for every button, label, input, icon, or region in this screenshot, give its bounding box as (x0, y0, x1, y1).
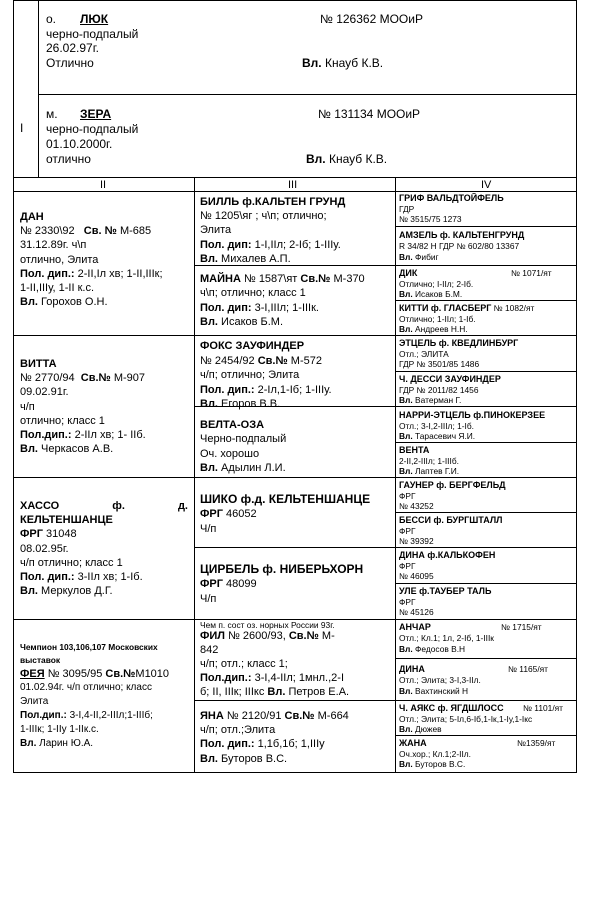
owner-label: Вл. (306, 152, 326, 166)
owner-label: Вл. (399, 644, 413, 654)
col4-zhana (399, 738, 575, 770)
owner-label: Вл. (200, 252, 218, 265)
grade: Отл.; Элита; 3-I,3-IIл. (399, 675, 481, 685)
diplomas-cont: 1-II,IIIу, 1-II к.с. (20, 282, 95, 295)
col2-feya (20, 641, 192, 751)
sv-label: Св.№ (257, 354, 288, 367)
dog-name: Ч. ДЕССИ ЗАУФИНДЕР (399, 374, 501, 384)
col4-kitti (399, 303, 575, 335)
color: Ч/п (200, 593, 217, 605)
diploma-label: Пол. дип: (200, 301, 252, 314)
col4-venta (399, 445, 575, 477)
reg-number: № 1587\ят (240, 273, 301, 285)
col4-divider-4 (395, 335, 577, 336)
dog-name: ЦИРБЕЛЬ ф. НИБЕРЬХОРН (200, 562, 364, 576)
col3-velta (200, 418, 394, 476)
dog-name: ШИКО ф.д. КЕЛЬТЕНШАНЦЕ (200, 492, 371, 506)
owner-name: Лаптев Г.И. (412, 466, 460, 477)
reg-number: № 1715/ят (501, 622, 542, 632)
owner-name: Кнауб К.В. (324, 56, 384, 70)
col2-divider-2 (13, 477, 195, 478)
col4-anchar (399, 622, 575, 655)
reg-number: №1359/ят (517, 738, 556, 748)
reg-number: № 2454/92 (200, 354, 258, 367)
reg-number: № 2120/91 (223, 710, 285, 722)
reg-number: ГДР № 2011/82 1456 (399, 384, 479, 395)
dog-name-part: ф. (112, 500, 125, 512)
owner-name: Черкасов А.В. (38, 443, 114, 456)
sv-number: М-370 (330, 273, 365, 285)
grade: Отл.; ЭЛИТА (399, 348, 449, 359)
col2-hasso (20, 499, 188, 598)
sv-label: Св. № (83, 225, 117, 238)
sv-label: Св.№ (80, 372, 111, 385)
dam-color: черно-подпалый (46, 122, 139, 136)
reg-number: 46052 (222, 508, 257, 520)
reg-number: 31048 (42, 528, 77, 541)
reg-details: № 1205\яг ; ч\п; отлично; (200, 210, 327, 223)
gen1-label-divider (38, 0, 39, 177)
reg-number: № 43252 (399, 501, 434, 512)
col3-maina (200, 272, 394, 330)
col2-vitta (20, 357, 192, 456)
col3-divider-7 (194, 700, 396, 701)
owner-label: Вл. (267, 685, 286, 698)
header-col2: II (100, 179, 107, 191)
owner-label: Вл. (200, 752, 218, 765)
sire-reg: № 126362 МООиР (320, 12, 423, 26)
dog-name: ЖАНА (399, 738, 427, 748)
col3-shiko (200, 492, 394, 537)
country: ФРГ (399, 596, 416, 607)
color: Ч/п (200, 523, 217, 535)
col4-divider-8 (395, 477, 577, 478)
owner-label: Вл. (399, 324, 413, 335)
col3-yana (200, 709, 394, 766)
grade: ч/п; отлично; Элита (200, 369, 300, 382)
diploma-label: Пол.дип.: (20, 429, 72, 442)
col4-divider-10 (395, 547, 577, 548)
birth-date: 08.02.95г. (20, 542, 69, 555)
dog-name: ЭТЦЕЛЬ ф. КВЕДЛИНБУРГ (399, 338, 519, 348)
reg-number: R 34/82 Н ГДР № 602/80 13367 (399, 241, 520, 251)
owner-label: Вл. (399, 724, 413, 735)
dog-name: БЕССИ ф. БУРГШТАЛЛ (399, 515, 503, 525)
dam-owner (306, 153, 387, 165)
col4-divider-5 (395, 371, 577, 372)
diplomas: 3-I,IIIл; 1-IIIк. (251, 301, 319, 314)
owner-name: Фибиг (412, 252, 439, 262)
dog-name: КИТТИ ф. ГЛАСБЕРГ (399, 303, 492, 313)
col4-dina-kalkofen (399, 550, 575, 582)
col3-divider-5 (194, 547, 396, 548)
sire-owner (302, 57, 383, 69)
diplomas-cont: 1-IIIк; 1-IIу 1-IIк.с. (20, 724, 99, 735)
col4-divider-3 (395, 300, 577, 301)
diploma-label: Пол. дип.: (200, 383, 255, 396)
dog-name: ДИК (399, 268, 418, 278)
reg-number: № 45126 (399, 607, 434, 618)
owner-name: Федосов В.Н (412, 644, 466, 654)
reg-number: № 1082/ят (491, 303, 535, 313)
dog-name: ВИТТА (20, 358, 57, 370)
diplomas: 3-I,4-IIл; 1мнл.,2-I (251, 671, 345, 684)
owner-name: Ларин Ю.А. (36, 738, 94, 749)
diploma-label: Пол.дип.: (20, 710, 67, 721)
sv-label: Св.№ (284, 710, 315, 722)
col2-divider-1 (13, 335, 195, 336)
gen1-label: I (20, 121, 24, 135)
grade: Отл.; Кл.1; 1л, 2-Iб, 1-IIIк (399, 633, 494, 643)
sv-number-cont: 842 (200, 643, 219, 656)
owner-name: Горохов О.Н. (38, 296, 108, 309)
owner-name: Тарасевич Я.И. (412, 431, 476, 442)
col3-fil (200, 620, 394, 700)
grade: ч\п; отлично; класс 1 (200, 287, 306, 300)
dog-name: ВЕНТА (399, 445, 430, 455)
country-label: ФРГ (200, 578, 223, 590)
owner-name: Меркулов Д.Г. (38, 585, 113, 598)
reg-number: № 1101/ят (523, 703, 564, 713)
col-divider-2-3 (194, 177, 195, 773)
dog-name-part: д. (177, 500, 188, 512)
table-border-top (13, 0, 577, 1)
owner-label: Вл. (20, 296, 38, 309)
reg-number: № 2600/93, (225, 630, 289, 642)
col-divider-3-4 (395, 177, 396, 773)
sire-grade: Отлично (46, 56, 94, 70)
dog-name: ГАУНЕР ф. БЕРГФЕЛЬД (399, 480, 506, 490)
owner-label: Вл. (302, 56, 322, 70)
grade: Элита (20, 696, 49, 707)
dog-name: ЯНА (200, 710, 224, 722)
col4-ule (399, 586, 575, 618)
diplomas: 2-Iл,1-Iб; 1-IIIу. (254, 383, 332, 396)
grade: ч/п; отл.;Элита (200, 724, 276, 737)
owner-label: Вл. (200, 462, 218, 475)
color: Черно-подпалый (200, 433, 287, 446)
owner-label: Вл. (399, 431, 413, 442)
sv-number: М- (318, 630, 335, 642)
reg-number: 48099 (222, 578, 257, 590)
sv-number: М-907 (110, 372, 146, 385)
col3-tsirbel (200, 562, 394, 607)
reg-number: № 39392 (399, 536, 434, 547)
col4-amzel (399, 230, 575, 263)
table-border-bottom (13, 772, 577, 773)
grade: Отлично; I-IIл; 2-Iб. (399, 278, 474, 289)
col3-foks (200, 339, 394, 412)
dog-name: АМЗЕЛЬ ф. КАЛЬТЕНГРУНД (399, 230, 525, 240)
dog-name-line (20, 499, 188, 513)
col4-bessi (399, 515, 575, 547)
col4-divider-14 (395, 700, 577, 701)
owner-name: Исаков Б.М. (218, 316, 284, 329)
reg-number: № 3095/95 (44, 668, 106, 680)
dog-name: Ч. АЯКС ф. ЯГДШЛОСС (399, 703, 504, 713)
col4-gauner (399, 480, 575, 512)
birth-date: 09.02.91г. (20, 386, 69, 399)
gen1-bottom-line (13, 177, 577, 178)
grade: Отл.; 3-I,2-IIIл; 1-Iб. (399, 420, 474, 431)
birth-date: 31.12.89г. ч\п (20, 239, 87, 252)
reg-number: № 3515/75 1273 (399, 214, 462, 225)
col4-narri (399, 410, 575, 442)
col4-ajaks (399, 703, 575, 735)
owner-label: Вл. (399, 759, 413, 770)
diploma-label: Пол. дип.: (200, 738, 255, 751)
country-label: ФРГ (20, 528, 43, 541)
col4-divider-6 (395, 406, 577, 407)
dog-name: НАРРИ-ЭТЦЕЛЬ ф.ПИНОКЕРЗЕЕ (399, 410, 546, 420)
reg-number: № 2330\92 (20, 225, 75, 238)
col4-divider-1 (395, 226, 577, 227)
grade: 2-II,2-IIIл; 1-IIIб. (399, 455, 459, 466)
col4-dessi (399, 374, 575, 406)
dam-name: ЗЕРА (80, 107, 112, 121)
col4-divider-13 (395, 658, 577, 659)
dam-dob: 01.10.2000г. (46, 137, 113, 151)
sv-label: Св.№ (288, 630, 319, 642)
dog-name: МАЙНА (200, 273, 241, 285)
col3-divider-2 (194, 335, 396, 336)
dog-name: АНЧАР (399, 622, 431, 632)
header-bottom-line (13, 191, 577, 192)
country: ФРГ (399, 560, 416, 571)
grade: Отлично; 1-IIл; 1-Iб. (399, 313, 476, 324)
owner-name: Егоров В.В. (218, 398, 281, 411)
dog-name: ФОКС ЗАУФИНДЕР (200, 340, 305, 352)
grade: ч/п; отл.; класс 1; (200, 657, 288, 670)
champion-title: Чемпион 103,106,107 Московских выставок (20, 642, 158, 665)
country: ГДР (399, 203, 415, 214)
sire-dob: 26.02.97г. (46, 41, 99, 55)
diplomas: 1-I,IIл; 2-Iб; 1-IIIу. (251, 238, 341, 251)
sire-name: ЛЮК (80, 12, 109, 26)
diplomas: 3-I,4-II,2-IIIл;1-IIIб; (66, 710, 153, 721)
col4-dik (399, 268, 575, 300)
birth-date-grade: 01.02.94г. ч/п отлично; класс (20, 682, 152, 693)
owner-name: Адылин Л.И. (218, 462, 286, 475)
diploma-label: Пол. дип.: (20, 267, 75, 280)
diplomas: 2-II,Iл хв; 1-II,IIIк; (74, 267, 163, 280)
grade: Оч. хорошо (200, 447, 260, 460)
dog-name: ВЕЛТА-ОЗА (200, 419, 265, 431)
reg-number: ГДР № 3501/85 1486 (399, 359, 480, 370)
dog-name: ХАССО (20, 500, 60, 512)
reg-number: № 46095 (399, 571, 434, 582)
col4-divider-7 (395, 442, 577, 443)
col4-divider-12 (395, 619, 577, 620)
owner-label: Вл. (20, 443, 38, 456)
owner-name: Ватерман Г. (412, 395, 462, 406)
owner-name: Петров Е.А. (285, 685, 350, 698)
col3-bill (200, 195, 394, 266)
dog-name: ДИНА (399, 664, 425, 674)
sv-label: Св.№ (105, 668, 136, 680)
sv-number: М-685 (119, 225, 152, 238)
owner-label: Вл. (399, 686, 413, 696)
dog-name: ФИЛ (200, 630, 226, 642)
col4-divider-11 (395, 583, 577, 584)
grade: Оч.хор.; Кл.1;2-IIл. (399, 748, 471, 759)
col4-divider-2 (395, 265, 577, 266)
owner-label: Вл. (399, 252, 413, 262)
kennel-name: КЕЛЬТЕНШАНЦЕ (20, 514, 113, 527)
owner-name: Кнауб К.В. (328, 152, 388, 166)
sv-label: Св.№ (300, 273, 331, 285)
grade: отлично, Элита (20, 253, 99, 266)
owner-name: Андреев Н.Н. (412, 324, 468, 335)
col4-divider-9 (395, 512, 577, 513)
dog-name: ДИНА ф.КАЛЬКОФЕН (399, 550, 496, 560)
owner-label: Вл. (399, 289, 413, 300)
table-border-left (13, 0, 14, 773)
owner-label: Вл. (399, 395, 413, 406)
diplomas-cont: б; II, IIIк; IIIкс (200, 685, 268, 698)
grade: ч/п отлично; класс 1 (20, 556, 123, 569)
owner-label: Вл. (399, 466, 413, 477)
owner-name: Михалев А.П. (218, 252, 291, 265)
color: ч/п (20, 400, 35, 413)
col2-dan (20, 210, 192, 309)
sv-number: М-664 (314, 710, 349, 722)
owner-name: Вахтинский Н (412, 686, 469, 696)
owner-label: Вл. (20, 738, 37, 749)
owner-name: Буторов В.С. (218, 752, 288, 765)
diploma-label: Пол. дип.: (20, 571, 75, 584)
gen1-row-divider (38, 94, 577, 95)
country-label: ФРГ (200, 508, 223, 520)
diplomas: 2-IIл хв; 1- IIб. (71, 429, 146, 442)
dog-name: БИЛЛЬ ф.КАЛЬТЕН ГРУНД (200, 196, 346, 208)
sire-color: черно-подпалый (46, 27, 139, 41)
col4-dina (399, 664, 575, 697)
sv-number: М1010 (135, 668, 170, 680)
owner-label: Вл. (200, 316, 218, 329)
reg-number: № 2770/94 (20, 372, 75, 385)
col2-divider-3 (13, 619, 195, 620)
diplomas: 1,1б,1б; 1,IIIу (254, 738, 325, 751)
grade: отлично; класс 1 (20, 414, 105, 427)
sv-number: М-572 (287, 354, 322, 367)
owner-label: Вл. (20, 585, 38, 598)
sire-prefix: о. (46, 12, 57, 26)
owner-label: Вл. (200, 398, 218, 411)
country: ФРГ (399, 490, 416, 501)
dam-reg: № 131134 МООиР (318, 107, 421, 121)
diploma-label: Пол.дип.: (200, 671, 252, 684)
dog-name: ДАН (20, 211, 44, 223)
diploma-label: Пол. дип: (200, 238, 252, 251)
header-col4: IV (481, 179, 492, 191)
dog-name: ФЕЯ (20, 668, 45, 680)
country: ФРГ (399, 525, 416, 536)
dog-name: ГРИФ ВАЛЬДТОЙФЕЛЬ (399, 193, 504, 203)
reg-number: № 1165/ят (508, 664, 549, 674)
diplomas: 3-IIл хв; 1-Iб. (74, 571, 143, 584)
grade: Элита (200, 224, 232, 237)
col4-divider-15 (395, 735, 577, 736)
col4-grif (399, 193, 575, 225)
owner-name: Буторов В.С. (412, 759, 466, 770)
owner-name: Дюжев (412, 724, 442, 735)
reg-number: № 1071/ят (511, 268, 552, 278)
owner-name: Исаков Б.М. (412, 289, 463, 300)
grade: Отл.; Элита; 5-Iл,6-Iб,1-Iк,1-Iу,1-Iкс (399, 713, 533, 724)
header-col3: III (288, 179, 298, 191)
dam-prefix: м. (46, 107, 58, 121)
dam-grade: отлично (46, 152, 91, 166)
dog-name: УЛЕ ф.ТАУБЕР ТАЛЬ (399, 586, 492, 596)
col4-etsel (399, 338, 575, 370)
champion-title: Чем п. сост оз. норных России 93г. (200, 620, 335, 630)
col3-divider-4 (194, 477, 396, 478)
